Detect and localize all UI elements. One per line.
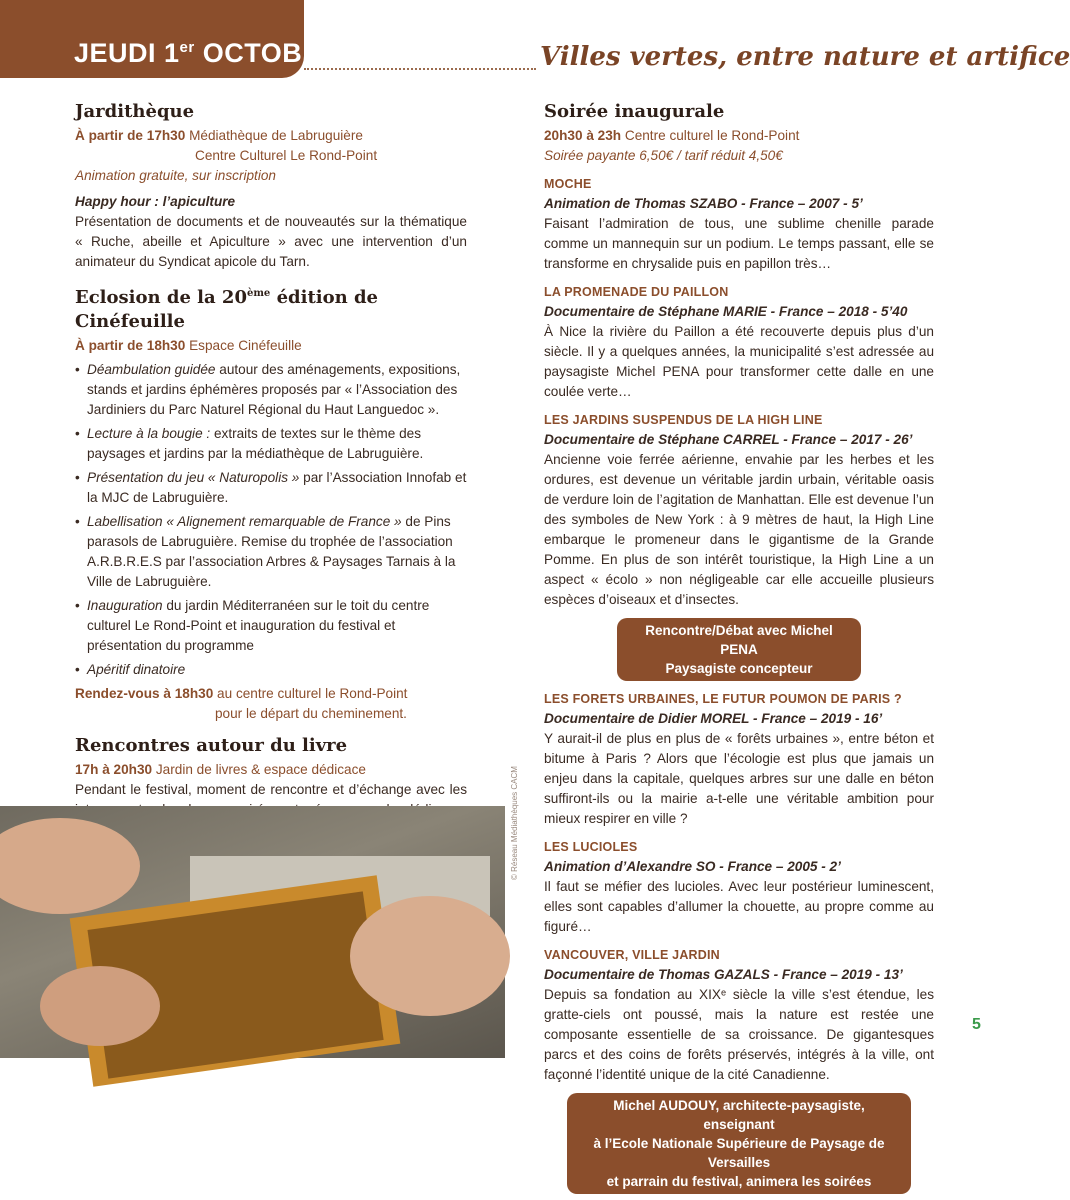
list-item: • Lecture à la bougie : extraits de textes sur le thème des paysages et jardins par la médiathèque de Labruguière. [75, 426, 424, 461]
beehive-frame-image [0, 806, 505, 1058]
film-synopsis: Depuis sa fondation au XIXᵉ siècle la ville s’est étendue, les gratte-ciels ont poussé, mais la nature est restée une composante essentielle de sa croissance. De gigantesques parcs et des coins de forêts préservés, intégrés à la ville, ont façonné l’identité unique de la cité Canadienne. [544, 987, 934, 1082]
right-column [544, 100, 934, 1200]
film-synopsis: Ancienne voie ferrée aérienne, envahie par les herbes et les ordures, est devenue un véritable jardin urbain, véritable oasis de verdure loin de l’agitation de Manhattan. Elle est devenue l’un des symboles de New York : à 9 mètres de haut, la High Line embarque le promeneur dans le gigantisme de la Grande Pomme. En plus de son intérêt touristique, la High Line a un aspect « écolo » non négligeable car elle accueille plusieurs espèces d’oiseaux et d’insectes. [544, 452, 934, 607]
film-title: LES JARDINS SUSPENDUS DE LA HIGH LINE [544, 413, 823, 427]
film-entry [544, 174, 934, 274]
film-synopsis: À Nice la rivière du Paillon a été recouverte depuis plus d’un siècle. Il y a quelques années, la municipalité s’est adressée au paysagiste Michel PENA pour transformer cette dalle en une coulée verte… [544, 324, 934, 399]
film-entry [544, 282, 934, 402]
page-number: 5 [972, 1016, 981, 1033]
photo-credit: © Réseau Médiathèques CACM [510, 766, 519, 880]
page-title: Villes vertes, entre nature et artifice [540, 42, 1070, 72]
debate-badge: Rencontre/Débat avec Michel PENA Paysagiste concepteur [617, 618, 861, 681]
meeting-line: Rendez-vous à 18h30 au centre culturel le Rond-Point [75, 686, 408, 701]
section-title: Eclosion de la 20ème édition de Cinéfeuille [75, 287, 378, 332]
film-synopsis: Y aurait-il de plus en plus de « forêts urbaines », entre béton et bitume à Paris ? Alors que l’écologie est plus que jamais un enjeu dans la capitale, quelques arbres sur une dalle en béton suffiront-ils ou la mairie a-t-elle une véritable ambition pour mieux respirer en ville ? [544, 731, 934, 826]
film-credits: Documentaire de Stéphane MARIE - France – 2018 - 5’40 [544, 304, 908, 319]
list-item: • Présentation du jeu « Naturopolis » par l’Association Innofab et la MJC de Labruguière. [75, 470, 467, 505]
film-title: MOCHE [544, 177, 592, 191]
section-note: Animation gratuite, sur inscription [75, 168, 276, 183]
list-item: • Apéritif dinatoire [75, 662, 186, 677]
list-item: • Labellisation « Alignement remarquable de France » de Pins parasols de Labruguière. Remise du trophée de l’association A.R.B.R.E.S par l’association Arbres & Paysages Tarnais à la Ville de Labruguière. [75, 514, 456, 589]
film-title: LA PROMENADE DU PAILLON [544, 285, 729, 299]
film-title: LES FORETS URBAINES, LE FUTUR POUMON DE PARIS ? [544, 692, 902, 706]
film-credits: Documentaire de Stéphane CARREL - France – 2017 - 26’ [544, 432, 913, 447]
beekeeping-photo [0, 806, 505, 1058]
film-credits: Documentaire de Didier MOREL - France – 2019 - 16’ [544, 711, 883, 726]
film-synopsis: Faisant l’admiration de tous, une sublime chenille parade comme un mannequin sur un podium. Le temps passant, elle se transforme en chrysalide puis en papillon très… [544, 216, 934, 271]
film-credits: Documentaire de Thomas GAZALS - France – 2019 - 13’ [544, 967, 903, 982]
film-title: LES LUCIOLES [544, 840, 638, 854]
film-synopsis: Il faut se méfier des lucioles. Avec leur postérieur luminescent, elles sont capables d’allumer la chouette, au propre comme au figuré… [544, 879, 934, 934]
film-credits: Animation de Thomas SZABO - France – 2007 - 5’ [544, 196, 863, 211]
list-item: • Déambulation guidée autour des aménagements, expositions, stands et jardins éphémères proposés par « l’Association des Jardiniers du Parc Naturel Régional du Haut Languedoc ». [75, 362, 461, 417]
section-title: Rencontres autour du livre [75, 735, 348, 756]
subheading: Happy hour : l’apiculture [75, 194, 236, 209]
dotted-divider [304, 68, 536, 70]
section-eclosion [75, 282, 467, 724]
film-entry [544, 410, 934, 610]
host-badge: Michel AUDOUY, architecte-paysagiste, enseignant à l’Ecole Nationale Supérieure de Paysage de Versailles et parrain du festival, animera les soirées [567, 1093, 911, 1194]
schedule-line: 20h30 à 23h Centre culturel le Rond-Point [544, 128, 800, 143]
schedule-place: Centre Culturel Le Rond-Point [195, 148, 378, 163]
date-heading: JEUDI 1er OCTOBRE [74, 38, 341, 68]
film-entry [544, 945, 934, 1085]
list-item: • Inauguration du jardin Méditerranéen sur le toit du centre culturel Le Rond-Point et inauguration du festival et présentation du programme [75, 598, 430, 653]
film-credits: Animation d’Alexandre SO - France – 2005 - 2’ [544, 859, 841, 874]
section-text: Présentation de documents et de nouveautés sur la thématique « Ruche, abeille et Apiculture » avec une intervention d’un animateur du Syndicat apicole du Tarn. [75, 214, 467, 269]
program-list [75, 360, 467, 680]
section-title: Soirée inaugurale [544, 101, 725, 122]
left-column [75, 100, 467, 860]
section-jarditheque [75, 100, 467, 272]
meeting-place: pour le départ du cheminement. [215, 706, 407, 721]
section-text: Pendant le festival, moment de rencontre et d’échange avec les [75, 782, 467, 797]
film-entry [544, 837, 934, 937]
schedule-line: 17h à 20h30 Jardin de livres & espace dédicace [75, 762, 366, 777]
film-entry [544, 689, 934, 829]
schedule-line: À partir de 17h30 Médiathèque de Labruguière [75, 128, 363, 143]
film-title: VANCOUVER, VILLE JARDIN [544, 948, 720, 962]
section-title: Jardithèque [75, 101, 195, 122]
schedule-line: À partir de 18h30 Espace Cinéfeuille [75, 338, 302, 353]
price-note: Soirée payante 6,50€ / tarif réduit 4,50€ [544, 148, 783, 163]
